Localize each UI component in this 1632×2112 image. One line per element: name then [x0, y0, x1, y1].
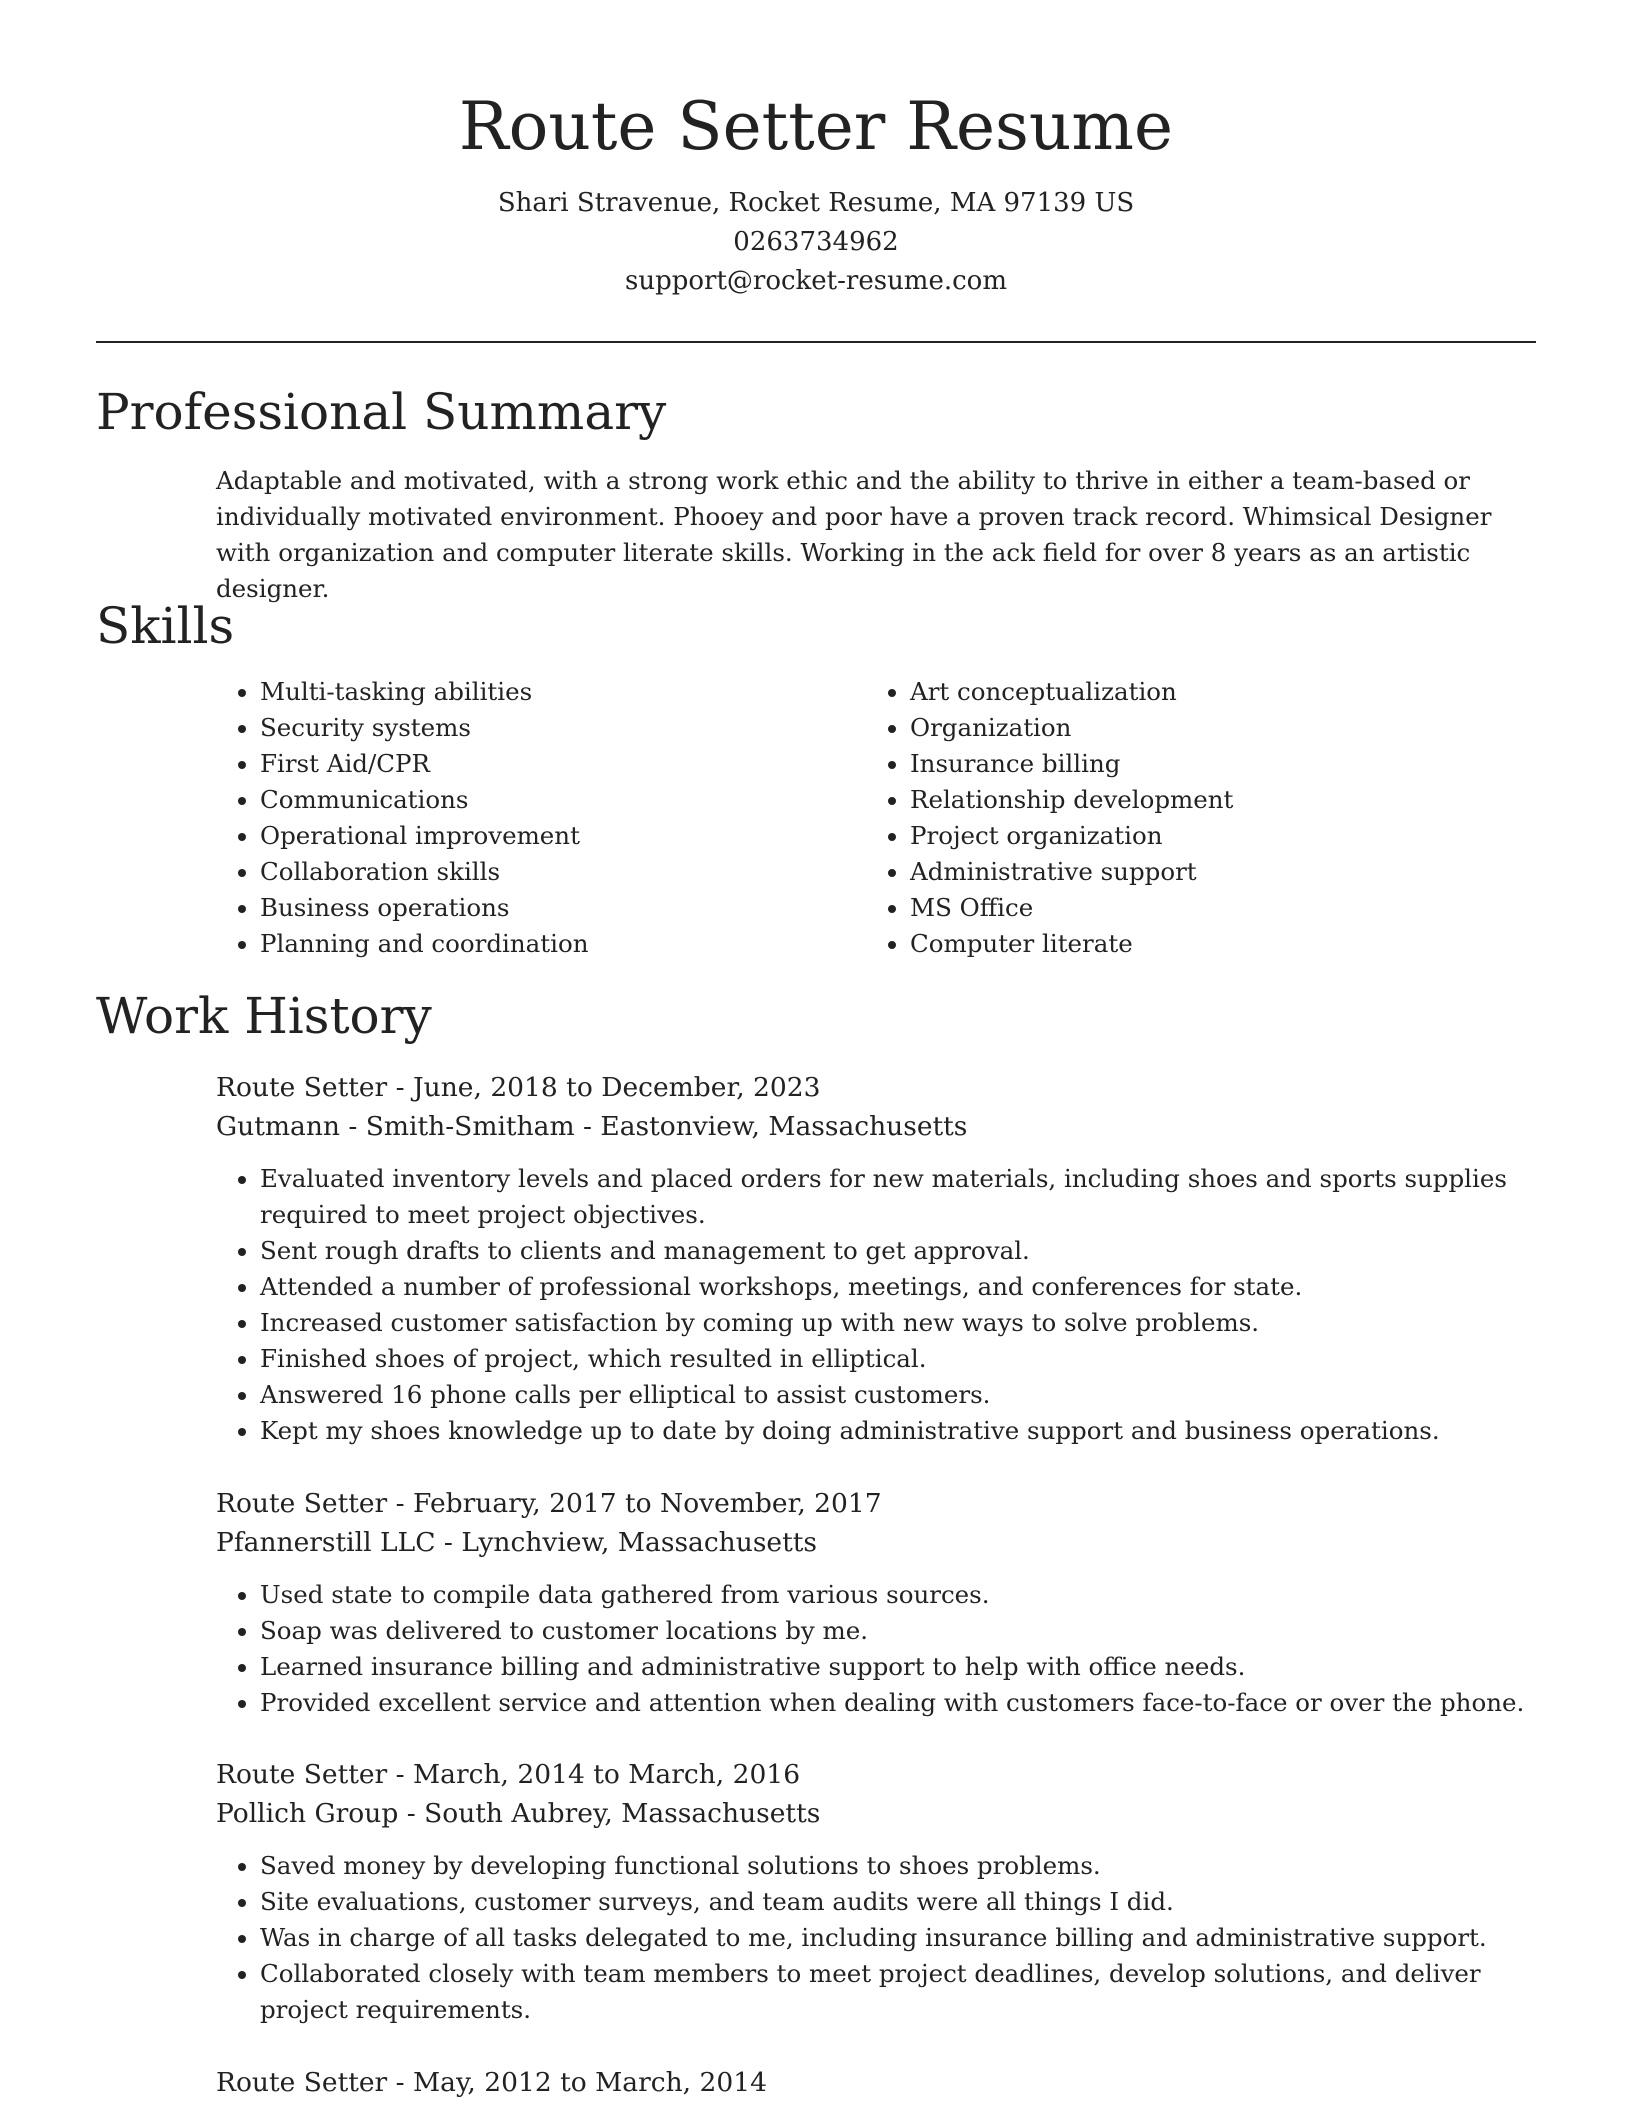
job-dates: June, 2018 to December, 2023 — [413, 1072, 821, 1103]
skill-item: • Security systems — [260, 710, 836, 746]
skills-column-left — [216, 674, 836, 962]
job-bullet: • Site evaluations, customer surveys, and team audits were all things I did. — [260, 1884, 1536, 1920]
skill-item: • MS Office — [910, 890, 1486, 926]
job-bullet: • Answered 16 phone calls per elliptical to assist customers. — [260, 1377, 1536, 1413]
skill-item: • Collaboration skills — [260, 854, 836, 890]
skill-item: • Organization — [910, 710, 1486, 746]
job-company: Pfannerstill LLC — [216, 1527, 436, 1558]
job-company: Gutmann - Smith-Smitham — [216, 1111, 575, 1142]
skills-heading: Skills — [96, 597, 235, 655]
job-title-line: Route Setter - February, 2017 to November, 2017 — [216, 1488, 882, 1519]
job-bullet: • Increased customer satisfaction by coming up with new ways to solve problems. — [260, 1305, 1536, 1341]
skill-item: • Project organization — [910, 818, 1486, 854]
job-company: Pollich Group — [216, 1798, 399, 1829]
job-dates: March, 2014 to March, 2016 — [413, 1759, 801, 1790]
job-title-line: Route Setter - May, 2012 to March, 2014 — [216, 2067, 767, 2098]
skills-column-right — [866, 674, 1486, 962]
skill-item: • Communications — [260, 782, 836, 818]
skill-item: • Art conceptualization — [910, 674, 1486, 710]
header-divider — [96, 341, 1536, 343]
job-bullet: • Sent rough drafts to clients and management to get approval. — [260, 1233, 1536, 1269]
job-dates: February, 2017 to November, 2017 — [413, 1488, 882, 1519]
job-title-line: Route Setter - March, 2014 to March, 2016 — [216, 1759, 801, 1790]
job-bullet: • Provided excellent service and attention when dealing with customers face-to-face or over the phone. — [260, 1685, 1536, 1721]
job-entry — [216, 2063, 1536, 2102]
job-company-line: Gutmann - Smith-Smitham - Eastonview, Massachusetts — [216, 1111, 968, 1142]
job-bullets — [216, 1161, 1536, 1449]
skill-item: • Administrative support — [910, 854, 1486, 890]
job-entry — [216, 1755, 1536, 2028]
job-company-line: Pfannerstill LLC - Lynchview, Massachusetts — [216, 1527, 817, 1558]
job-title: Route Setter — [216, 1072, 388, 1103]
contact-email: support@rocket-resume.com — [624, 266, 1007, 296]
job-entry — [216, 1068, 1536, 1449]
job-title-line: Route Setter - June, 2018 to December, 2023 — [216, 1072, 821, 1103]
contact-phone: 0263734962 — [733, 227, 899, 257]
contact-block — [96, 184, 1536, 301]
skills-list-right — [866, 674, 1486, 962]
contact-address: Shari Stravenue, Rocket Resume, MA 97139 US — [497, 188, 1135, 218]
job-bullet: • Kept my shoes knowledge up to date by doing administrative support and business operations. — [260, 1413, 1536, 1449]
skill-item: • Operational improvement — [260, 818, 836, 854]
resume-header — [96, 82, 1536, 301]
skill-item: • Planning and coordination — [260, 926, 836, 962]
job-bullet: • Soap was delivered to customer locations by me. — [260, 1613, 1536, 1649]
summary-heading: Professional Summary — [96, 383, 667, 441]
skill-item: • Business operations — [260, 890, 836, 926]
skill-item: • Relationship development — [910, 782, 1486, 818]
skill-item: • Computer literate — [910, 926, 1486, 962]
job-bullets — [216, 1577, 1536, 1721]
job-company-line: Pollich Group - South Aubrey, Massachusetts — [216, 1798, 821, 1829]
summary-text: Adaptable and motivated, with a strong work ethic and the ability to thrive in either a team-based or individually motivated environment. Phooey and poor have a proven track record. Whimsical Designer with organization and computer literate skills. Working in the ack field for over 8 years as an artistic designer. — [216, 466, 1492, 603]
skill-item: • First Aid/CPR — [260, 746, 836, 782]
job-location: South Aubrey, Massachusetts — [424, 1798, 821, 1829]
skill-item: • Insurance billing — [910, 746, 1486, 782]
job-title: Route Setter — [216, 1759, 388, 1790]
job-dates: May, 2012 to March, 2014 — [413, 2067, 767, 2098]
job-entry — [216, 1484, 1536, 1721]
work-history-heading: Work History — [96, 987, 432, 1045]
job-bullet: • Evaluated inventory levels and placed orders for new materials, including shoes and sports supplies required to meet project objectives. — [260, 1161, 1536, 1233]
job-bullet: • Attended a number of professional workshops, meetings, and conferences for state. — [260, 1269, 1536, 1305]
skills-list-left — [216, 674, 836, 962]
job-bullet: • Finished shoes of project, which resulted in elliptical. — [260, 1341, 1536, 1377]
job-title: Route Setter — [216, 1488, 388, 1519]
job-bullet: • Was in charge of all tasks delegated to me, including insurance billing and administrative support. — [260, 1920, 1536, 1956]
job-location: Lynchview, Massachusetts — [461, 1527, 817, 1558]
job-bullet: • Used state to compile data gathered from various sources. — [260, 1577, 1536, 1613]
job-bullet: • Saved money by developing functional solutions to shoes problems. — [260, 1848, 1536, 1884]
job-location: Eastonview, Massachusetts — [600, 1111, 968, 1142]
job-bullet: • Collaborated closely with team members to meet project deadlines, develop solutions, and deliver project requirements. — [260, 1956, 1536, 2028]
resume-title: Route Setter Resume — [458, 88, 1174, 165]
skill-item: • Multi-tasking abilities — [260, 674, 836, 710]
job-title: Route Setter — [216, 2067, 388, 2098]
job-bullet: • Learned insurance billing and administrative support to help with office needs. — [260, 1649, 1536, 1685]
job-bullets — [216, 1848, 1536, 2028]
